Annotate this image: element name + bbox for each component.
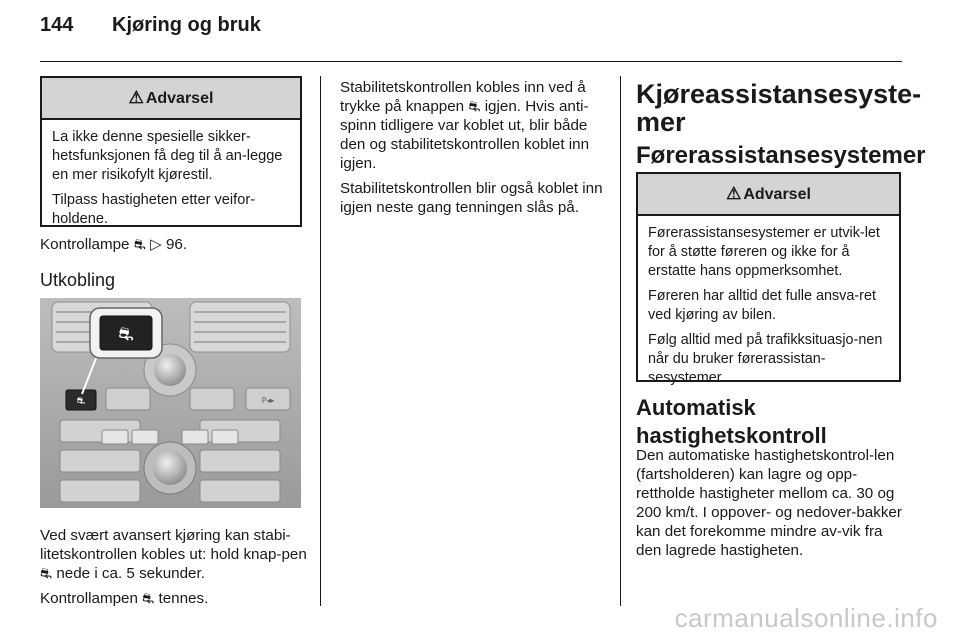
header-rule bbox=[40, 61, 902, 62]
warning-text: Førerassistansesystemer er utvik-let for å støtte føreren og ikke for å erstatte hans oppmerksomhet. bbox=[648, 225, 880, 279]
chapter-heading: Kjøreassistansesyste-mer bbox=[636, 79, 922, 137]
lamp-reference bbox=[40, 235, 310, 254]
section-heading: Førerassistansesystemer bbox=[636, 142, 926, 169]
warning-box-body bbox=[42, 120, 300, 241]
esc-off-lamp-icon: ⛐ bbox=[142, 590, 155, 606]
warning-box-1 bbox=[40, 76, 302, 227]
col3-paragraph: Den automatiske hastighetskontrol-len (fartsholderen) kan lagre og opp-rettholde hastigheter mellom ca. 30 og 200 km/t. I oppover- og nedover-bakker kan det forekomme mindre av-vik fra den lagrede hastigheten. bbox=[636, 447, 902, 559]
col1-paragraph bbox=[40, 526, 312, 614]
esc-off-icon: ⛐ bbox=[40, 565, 53, 581]
warning-text: Følg alltid med på trafikksituasjo-nen når du bruker førerassistan-sesystemer. bbox=[648, 332, 883, 386]
svg-text:⛐: ⛐ bbox=[76, 396, 86, 407]
col1-text: nede i ca. 5 sekunder. bbox=[56, 565, 205, 582]
warning-box-body bbox=[638, 216, 899, 400]
warning-box-2 bbox=[636, 172, 901, 386]
esc-off-icon: ⛐ bbox=[133, 236, 146, 252]
col1-text: tennes. bbox=[158, 590, 209, 607]
arrow-reference-icon: ▷ bbox=[150, 236, 162, 253]
col2-text: Stabilitetskontrollen kobles inn ved å trykke på knappen bbox=[340, 79, 586, 115]
lamp-ref-text: Kontrollampe bbox=[40, 236, 130, 253]
watermark: carmanualsonline.info bbox=[674, 603, 938, 633]
subsection-heading: Automatisk hastighetskontroll bbox=[636, 395, 827, 448]
warning-text: La ikke denne spesielle sikker-hetsfunksjonen få deg til å an-legge en mer risikofylt kjørestil. bbox=[52, 129, 283, 183]
warning-box-header bbox=[638, 174, 899, 216]
warning-text: Føreren har alltid det fulle ansva-ret ved kjøring av bilen. bbox=[648, 288, 876, 323]
page-number: 144 bbox=[40, 14, 74, 36]
col1-text: Ved svært avansert kjøring kan stabi-litetskontrollen kobles ut: hold knap-pen bbox=[40, 527, 307, 563]
column-divider-2 bbox=[620, 76, 621, 606]
svg-text:P◂▸: P◂▸ bbox=[261, 396, 275, 405]
warning-box-header bbox=[42, 78, 300, 120]
col1-text: Kontrollampen bbox=[40, 590, 138, 607]
page-header-title: Kjøring og bruk bbox=[112, 14, 261, 36]
warning-title: Advarsel bbox=[743, 186, 811, 203]
lamp-ref-page: 96. bbox=[165, 236, 188, 253]
warning-title: Advarsel bbox=[145, 90, 214, 107]
warning-triangle-icon: ⚠ bbox=[128, 88, 144, 107]
col2-paragraph bbox=[340, 78, 606, 223]
warning-triangle-icon: ⚠ bbox=[726, 184, 742, 203]
esc-off-icon: ⛐ bbox=[468, 98, 481, 114]
control-panel-illustration bbox=[40, 298, 301, 508]
svg-text:⛐: ⛐ bbox=[118, 324, 134, 345]
warning-text: Tilpass hastigheten etter veifor-holdene. bbox=[52, 192, 256, 227]
column-divider-1 bbox=[320, 76, 321, 606]
col2-text: Stabilitetskontrollen blir også koblet inn igjen neste gang tenningen slås på. bbox=[340, 180, 603, 216]
section-heading-utkobling: Utkobling bbox=[40, 270, 116, 290]
col2-text: igjen. Hvis anti-spinn tidligere var koblet ut, blir både den og stabilitetskontrollen koblet inn igjen. bbox=[340, 98, 590, 172]
